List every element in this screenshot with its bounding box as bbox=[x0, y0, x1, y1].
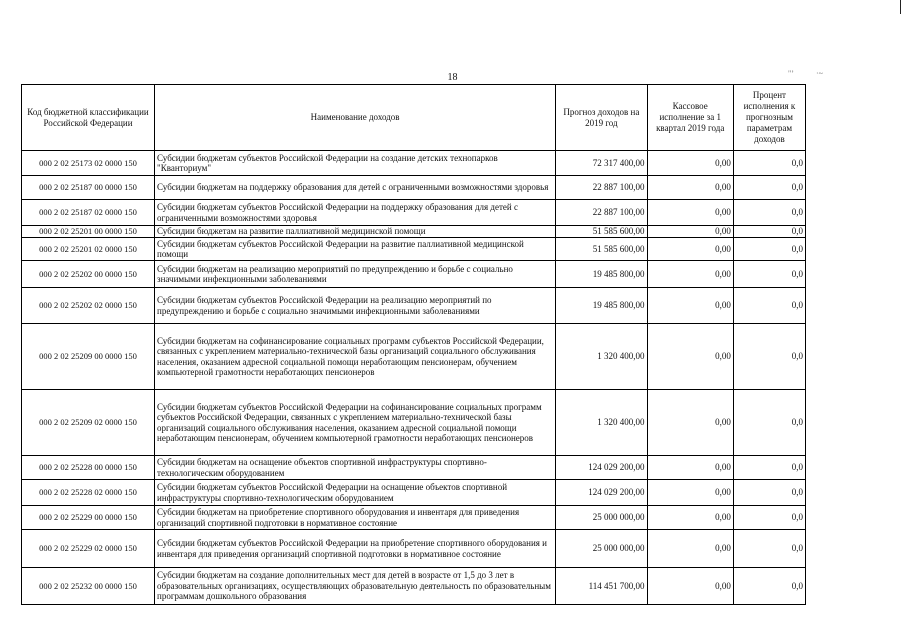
row-forecast: 22 887 100,00 bbox=[556, 176, 647, 200]
row-name: Субсидии бюджетам субъектов Российской Федерации на поддержку образования для детей с ограниченными возможностями здоровья bbox=[155, 200, 556, 226]
header-cash: Кассовое исполнение за 1 квартал 2019 года bbox=[647, 85, 733, 151]
row-name: Субсидии бюджетам субъектов Российской Федерации на софинансирование социальных программ субъектов Российской Федерации, связанных с укреплением материально-технической базы организаций социального обслуживания населения, оказанием адресной социальной помощи неработающим пенсионерам, обучением компьютерной грамотности неработающих пенсионеров bbox=[155, 390, 556, 456]
table-row bbox=[22, 226, 806, 238]
row-name: Субсидии бюджетам на развитие паллиативной медицинской помощи bbox=[155, 226, 556, 238]
row-name: Субсидии бюджетам на приобретение спортивного оборудования и инвентаря для приведения организаций спортивной подготовки в нормативное состояние bbox=[155, 506, 556, 530]
row-percent: 0,0 bbox=[733, 176, 805, 200]
table-row bbox=[22, 151, 806, 176]
row-forecast: 1 320 400,00 bbox=[556, 390, 647, 456]
table-row bbox=[22, 568, 806, 605]
scan-edge-line bbox=[900, 0, 901, 14]
row-percent: 0,0 bbox=[733, 568, 805, 605]
row-code: 000 2 02 25229 00 0000 150 bbox=[22, 506, 155, 530]
row-percent: 0,0 bbox=[733, 480, 805, 506]
row-forecast: 72 317 400,00 bbox=[556, 151, 647, 176]
row-code: 000 2 02 25187 02 0000 150 bbox=[22, 200, 155, 226]
row-forecast: 1 320 400,00 bbox=[556, 324, 647, 390]
row-code: 000 2 02 25209 02 0000 150 bbox=[22, 390, 155, 456]
row-name: Субсидии бюджетам субъектов Российской Федерации на реализацию мероприятий по предупреждению и борьбе с социально значимыми инфекционными заболеваниями bbox=[155, 288, 556, 324]
row-code: 000 2 02 25228 02 0000 150 bbox=[22, 480, 155, 506]
row-code: 000 2 02 25232 00 0000 150 bbox=[22, 568, 155, 605]
table-row bbox=[22, 530, 806, 568]
row-forecast: 19 485 800,00 bbox=[556, 261, 647, 288]
table-row bbox=[22, 261, 806, 288]
budget-income-table bbox=[21, 84, 806, 605]
table-header-row bbox=[22, 85, 806, 151]
table-row bbox=[22, 200, 806, 226]
row-percent: 0,0 bbox=[733, 200, 805, 226]
page-number: 18 bbox=[447, 72, 458, 83]
row-code: 000 2 02 25201 00 0000 150 bbox=[22, 226, 155, 238]
row-percent: 0,0 bbox=[733, 151, 805, 176]
row-name: Субсидии бюджетам на создание дополнительных мест для детей в возрасте от 1,5 до 3 лет в образовательных организациях, осуществляющих образовательную деятельность по образовательным программам дошкольного образования bbox=[155, 568, 556, 605]
row-cash: 0,00 bbox=[647, 238, 733, 261]
header-forecast: Прогноз доходов на 2019 год bbox=[556, 85, 647, 151]
row-percent: 0,0 bbox=[733, 226, 805, 238]
row-percent: 0,0 bbox=[733, 261, 805, 288]
table-row bbox=[22, 324, 806, 390]
row-forecast: 51 585 600,00 bbox=[556, 226, 647, 238]
row-name: Субсидии бюджетам субъектов Российской Федерации на создание детских технопарков "Кванториум" bbox=[155, 151, 556, 176]
row-cash: 0,00 bbox=[647, 176, 733, 200]
table-row bbox=[22, 506, 806, 530]
row-cash: 0,00 bbox=[647, 288, 733, 324]
row-cash: 0,00 bbox=[647, 530, 733, 568]
row-forecast: 19 485 800,00 bbox=[556, 288, 647, 324]
row-code: 000 2 02 25209 00 0000 150 bbox=[22, 324, 155, 390]
row-code: 000 2 02 25202 00 0000 150 bbox=[22, 261, 155, 288]
row-cash: 0,00 bbox=[647, 390, 733, 456]
scan-mark-1: "’ bbox=[788, 69, 794, 78]
row-percent: 0,0 bbox=[733, 530, 805, 568]
row-cash: 0,00 bbox=[647, 200, 733, 226]
row-percent: 0,0 bbox=[733, 456, 805, 480]
row-forecast: 25 000 000,00 bbox=[556, 530, 647, 568]
row-code: 000 2 02 25187 00 0000 150 bbox=[22, 176, 155, 200]
row-cash: 0,00 bbox=[647, 568, 733, 605]
table-row bbox=[22, 238, 806, 261]
row-cash: 0,00 bbox=[647, 480, 733, 506]
row-forecast: 124 029 200,00 bbox=[556, 480, 647, 506]
row-percent: 0,0 bbox=[733, 238, 805, 261]
scan-mark-2: ·~ bbox=[816, 69, 823, 78]
row-code: 000 2 02 25228 00 0000 150 bbox=[22, 456, 155, 480]
row-forecast: 25 000 000,00 bbox=[556, 506, 647, 530]
row-name: Субсидии бюджетам субъектов Российской Федерации на приобретение спортивного оборудования и инвентаря для приведения организаций спортивной подготовки в нормативное состояние bbox=[155, 530, 556, 568]
table-row bbox=[22, 176, 806, 200]
row-percent: 0,0 bbox=[733, 506, 805, 530]
row-forecast: 114 451 700,00 bbox=[556, 568, 647, 605]
row-percent: 0,0 bbox=[733, 288, 805, 324]
table-row bbox=[22, 288, 806, 324]
table-row bbox=[22, 456, 806, 480]
row-name: Субсидии бюджетам на реализацию мероприятий по предупреждению и борьбе с социально значимыми инфекционными заболеваниями bbox=[155, 261, 556, 288]
table-row bbox=[22, 390, 806, 456]
row-cash: 0,00 bbox=[647, 261, 733, 288]
row-name: Субсидии бюджетам на поддержку образования для детей с ограниченными возможностями здоровья bbox=[155, 176, 556, 200]
header-name: Наименование доходов bbox=[155, 85, 556, 151]
row-name: Субсидии бюджетам субъектов Российской Федерации на оснащение объектов спортивной инфраструктуры спортивно-технологическим оборудованием bbox=[155, 480, 556, 506]
row-name: Субсидии бюджетам на оснащение объектов спортивной инфраструктуры спортивно-технологическим оборудованием bbox=[155, 456, 556, 480]
row-code: 000 2 02 25202 02 0000 150 bbox=[22, 288, 155, 324]
row-code: 000 2 02 25229 02 0000 150 bbox=[22, 530, 155, 568]
row-name: Субсидии бюджетам субъектов Российской Федерации на развитие паллиативной медицинской помощи bbox=[155, 238, 556, 261]
row-cash: 0,00 bbox=[647, 324, 733, 390]
row-code: 000 2 02 25173 02 0000 150 bbox=[22, 151, 155, 176]
row-forecast: 124 029 200,00 bbox=[556, 456, 647, 480]
row-cash: 0,00 bbox=[647, 456, 733, 480]
row-percent: 0,0 bbox=[733, 324, 805, 390]
row-forecast: 22 887 100,00 bbox=[556, 200, 647, 226]
row-percent: 0,0 bbox=[733, 390, 805, 456]
header-code: Код бюджетной классификации Российской Федерации bbox=[22, 85, 155, 151]
row-forecast: 51 585 600,00 bbox=[556, 238, 647, 261]
row-name: Субсидии бюджетам на софинансирование социальных программ субъектов Российской Федерации, связанных с укреплением материально-технической базы организаций социального обслуживания населения, оказанием адресной социальной помощи неработающим пенсионерам, обучением компьютерной грамотности неработающих пенсионеров bbox=[155, 324, 556, 390]
header-percent: Процент исполнения к прогнозным параметрам доходов bbox=[733, 85, 805, 151]
row-cash: 0,00 bbox=[647, 151, 733, 176]
row-cash: 0,00 bbox=[647, 506, 733, 530]
row-cash: 0,00 bbox=[647, 226, 733, 238]
table-row bbox=[22, 480, 806, 506]
row-code: 000 2 02 25201 02 0000 150 bbox=[22, 238, 155, 261]
